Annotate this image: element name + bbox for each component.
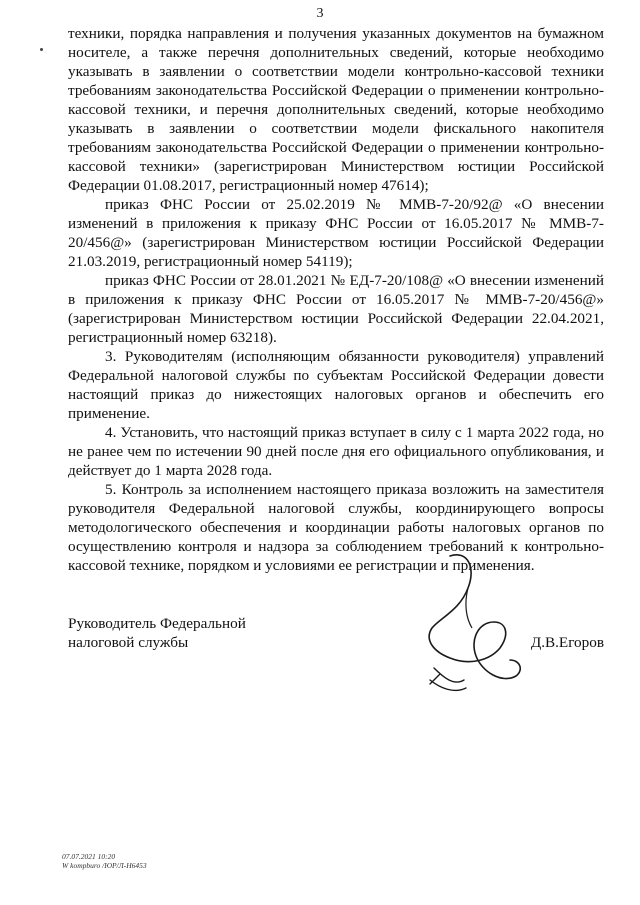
- paragraph-order-2021: приказ ФНС России от 28.01.2021 № ЕД-7-20/108@ «О внесении изменений в приложения к приказу ФНС России от 16.05.2017 № ММВ-7-20/456@» (зарегистрирован Министерством юстиции Российской Федерации 22.04.2021, регистрационный номер 63218).: [68, 272, 604, 346]
- paragraph-continuation: техники, порядка направления и получения указанных документов на бумажном носителе, а также перечня дополнительных сведений, которые необходимо указывать в заявлении о соответствии модели контрольно-кассовой техники требованиям законодательства Российской Федерации о применении контрольно-кассовой техники, и перечня дополнительных сведений, которые необходимо указывать в заявлении о соответствии модели фискального накопителя требованиям законодательства Российской Федерации о применении контрольно-кассовой техники» (зарегистрирован Министерством юстиции Российской Федерации 01.08.2017, регистрационный номер 47614);: [68, 25, 604, 194]
- signatory-position-line2: налоговой службы: [68, 634, 189, 651]
- paragraph-item-5: 5. Контроль за исполнением настоящего приказа возложить на заместителя руководителя Федеральной налоговой службы, координирующего вопросы методологического обеспечения и координации работы налоговых органов по осуществлению контроля и надзора за соблюдением требований к контрольно-кассовой технике, порядком и условиями ее регистрации и применения.: [68, 481, 604, 574]
- paragraph-item-4: 4. Установить, что настоящий приказ вступает в силу с 1 марта 2022 года, но не ранее чем по истечении 90 дней после дня его официального опубликования, и действует до 1 марта 2028 года.: [68, 424, 604, 479]
- paragraph-order-2019: приказ ФНС России от 25.02.2019 № ММВ-7-20/92@ «О внесении изменений в приложения к приказу ФНС России от 16.05.2017 № ММВ-7-20/456@» (зарегистрирован Министерством юстиции Российской Федерации 21.03.2019, регистрационный номер 54119);: [68, 196, 604, 270]
- paragraph-item-3: 3. Руководителям (исполняющим обязанности руководителя) управлений Федеральной налоговой службы по субъектам Российской Федерации довести настоящий приказ до нижестоящих налоговых органов и обеспечить его применение.: [68, 348, 604, 422]
- footer-file-ref: W kompburo /ЮР/Л-Н6453: [62, 861, 147, 870]
- page-number: 3: [316, 6, 324, 21]
- document-body: [68, 24, 604, 575]
- footer-timestamp: 07.07.2021 10:20: [62, 852, 116, 861]
- signatory-position-line1: Руководитель Федеральной: [68, 615, 246, 632]
- margin-mark: [40, 48, 43, 51]
- document-footer: [62, 852, 147, 870]
- signatory-name: Д.В.Егоров: [530, 634, 604, 651]
- handwritten-signature: [410, 548, 530, 708]
- signatory-position: [68, 614, 246, 652]
